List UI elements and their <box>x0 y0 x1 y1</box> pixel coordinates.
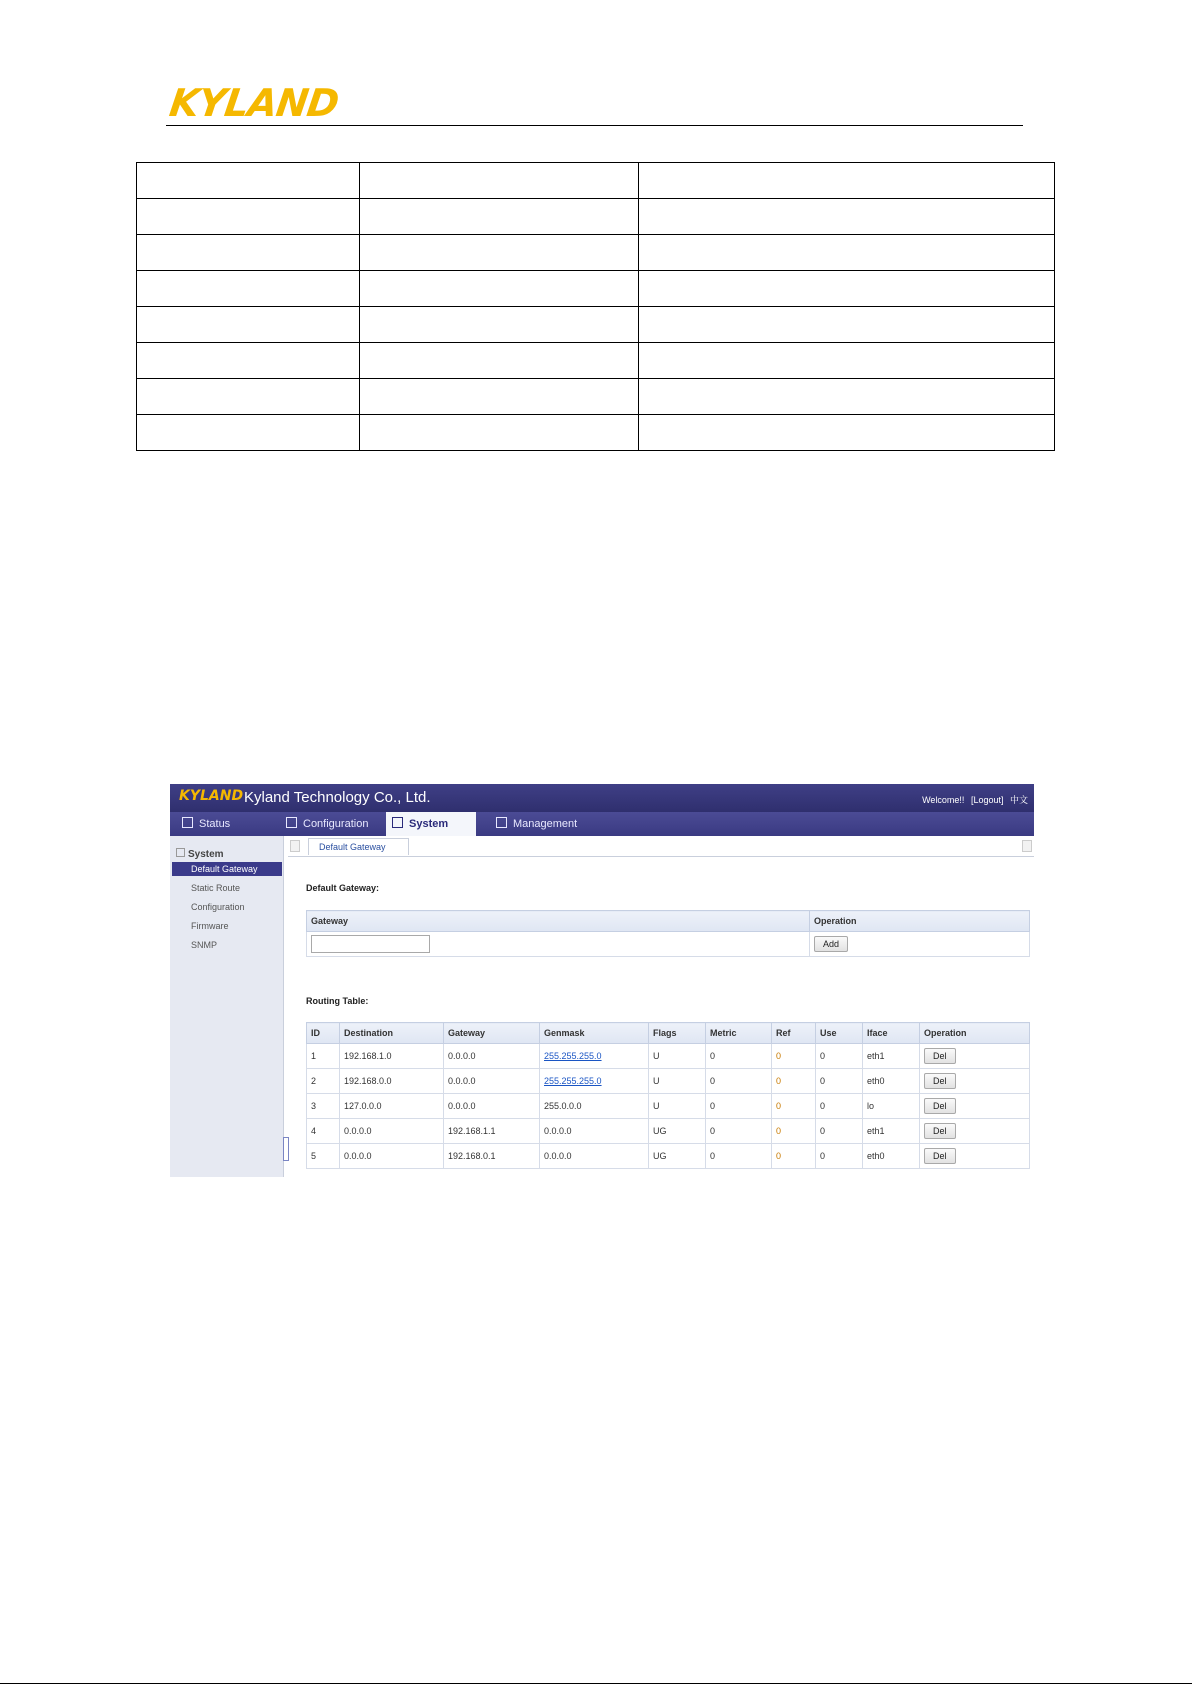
routing-cell-genmask: 0.0.0.0 <box>540 1119 649 1144</box>
routing-cell-id: 5 <box>307 1144 340 1169</box>
routing-table-title: Routing Table: <box>306 996 369 1006</box>
top-bar <box>170 784 1034 812</box>
sidebar-item-configuration[interactable]: Configuration <box>191 902 245 912</box>
delete-button[interactable]: Del <box>924 1148 956 1164</box>
nav-configuration[interactable] <box>286 812 376 836</box>
gateway-table <box>306 910 1030 957</box>
routing-header-id: ID <box>307 1023 340 1044</box>
routing-cell-flags: UG <box>649 1144 706 1169</box>
sidebar-item-snmp[interactable]: SNMP <box>191 940 218 950</box>
routing-cell-destination: 127.0.0.0 <box>340 1094 444 1119</box>
nav-system-label: System <box>409 818 449 830</box>
routing-cell-id: 2 <box>307 1069 340 1094</box>
routing-header-genmask: Genmask <box>540 1023 649 1044</box>
delete-button[interactable]: Del <box>924 1098 956 1114</box>
routing-header-destination: Destination <box>340 1023 444 1044</box>
sidebar-item-static-route[interactable]: Static Route <box>191 883 241 893</box>
add-button[interactable]: Add <box>814 936 848 952</box>
routing-cell-metric: 0 <box>706 1044 772 1069</box>
table-row <box>307 1069 1030 1094</box>
routing-cell-flags: U <box>649 1094 706 1119</box>
empty-table-cell <box>639 235 1055 271</box>
empty-table-row <box>137 235 1055 271</box>
default-gateway-title: Default Gateway: <box>306 883 380 893</box>
empty-table-cell <box>137 235 360 271</box>
empty-table-cell <box>360 199 639 235</box>
empty-table-cell <box>360 235 639 271</box>
empty-table-cell <box>137 307 360 343</box>
empty-table-cell <box>360 307 639 343</box>
nav-management-label: Management <box>513 818 578 830</box>
empty-table-row <box>137 199 1055 235</box>
routing-cell-destination: 0.0.0.0 <box>340 1144 444 1169</box>
routing-cell-gateway: 0.0.0.0 <box>444 1094 540 1119</box>
routing-header-iface: Iface <box>863 1023 920 1044</box>
tab-strip <box>288 836 1034 857</box>
routing-cell-gateway: 192.168.1.1 <box>444 1119 540 1144</box>
routing-cell-genmask: 255.0.0.0 <box>540 1094 649 1119</box>
tab-scroll-left[interactable] <box>290 840 300 852</box>
tab-default-gateway[interactable]: Default Gateway <box>308 838 409 855</box>
empty-table-cell <box>360 271 639 307</box>
gateway-input[interactable] <box>311 935 430 953</box>
empty-table-cell <box>639 343 1055 379</box>
nav-system[interactable] <box>386 812 476 836</box>
routing-cell-flags: U <box>649 1069 706 1094</box>
sidebar-section-title[interactable]: System <box>176 848 224 860</box>
nav-status-label: Status <box>199 818 231 830</box>
empty-table-row <box>137 379 1055 415</box>
empty-table-cell <box>639 415 1055 451</box>
nav-configuration-label: Configuration <box>303 818 369 830</box>
routing-cell-operation <box>920 1069 1030 1094</box>
routing-cell-flags: UG <box>649 1119 706 1144</box>
sidebar-collapse-handle[interactable] <box>283 1137 289 1161</box>
empty-table-cell <box>360 163 639 199</box>
routing-cell-metric: 0 <box>706 1119 772 1144</box>
routing-cell-ref: 0 <box>772 1044 816 1069</box>
sidebar-item-default-gateway[interactable]: Default Gateway <box>172 862 282 876</box>
empty-table-row <box>137 271 1055 307</box>
web-ui-screenshot <box>170 784 1034 1177</box>
routing-cell-destination: 192.168.1.0 <box>340 1044 444 1069</box>
empty-table-cell <box>639 379 1055 415</box>
routing-cell-use: 0 <box>816 1144 863 1169</box>
collapse-icon <box>176 848 185 857</box>
routing-cell-iface: lo <box>863 1094 920 1119</box>
routing-cell-use: 0 <box>816 1069 863 1094</box>
routing-cell-iface: eth0 <box>863 1069 920 1094</box>
routing-cell-gateway: 192.168.0.1 <box>444 1144 540 1169</box>
user-area <box>918 793 1028 806</box>
routing-header-metric: Metric <box>706 1023 772 1044</box>
empty-table-cell <box>137 199 360 235</box>
empty-table-cell <box>137 163 360 199</box>
table-row <box>307 1119 1030 1144</box>
routing-cell-iface: eth0 <box>863 1144 920 1169</box>
empty-table-cell <box>360 343 639 379</box>
routing-table <box>306 1022 1030 1169</box>
routing-cell-genmask[interactable]: 255.255.255.0 <box>540 1069 649 1094</box>
empty-table-cell <box>639 307 1055 343</box>
configuration-icon <box>286 817 297 828</box>
routing-cell-genmask: 0.0.0.0 <box>540 1144 649 1169</box>
routing-header-ref: Ref <box>772 1023 816 1044</box>
routing-cell-metric: 0 <box>706 1069 772 1094</box>
operation-header: Operation <box>810 911 1030 932</box>
empty-table-row <box>137 307 1055 343</box>
sidebar <box>170 836 284 1177</box>
routing-cell-gateway: 0.0.0.0 <box>444 1044 540 1069</box>
management-icon <box>496 817 507 828</box>
empty-table-row <box>137 163 1055 199</box>
logout-link[interactable]: [Logout] <box>970 795 1004 805</box>
kyland-logo: KYLAND <box>166 81 342 125</box>
empty-table-cell <box>137 271 360 307</box>
nav-status[interactable] <box>180 812 272 836</box>
routing-cell-ref: 0 <box>772 1144 816 1169</box>
routing-cell-id: 4 <box>307 1119 340 1144</box>
routing-cell-gateway: 0.0.0.0 <box>444 1069 540 1094</box>
routing-cell-ref: 0 <box>772 1094 816 1119</box>
routing-cell-id: 1 <box>307 1044 340 1069</box>
empty-table-cell <box>639 163 1055 199</box>
table-row <box>307 1044 1030 1069</box>
routing-cell-genmask[interactable]: 255.255.255.0 <box>540 1044 649 1069</box>
delete-button[interactable]: Del <box>924 1073 956 1089</box>
empty-table-cell <box>639 199 1055 235</box>
routing-cell-metric: 0 <box>706 1094 772 1119</box>
brand-logo: KYLAND <box>179 788 244 804</box>
routing-cell-use: 0 <box>816 1094 863 1119</box>
tab-scroll-right[interactable] <box>1022 840 1032 852</box>
routing-cell-operation <box>920 1094 1030 1119</box>
routing-header-use: Use <box>816 1023 863 1044</box>
status-icon <box>182 817 193 828</box>
nav-management[interactable] <box>496 812 596 836</box>
empty-table-cell <box>137 379 360 415</box>
footer-rule <box>0 1683 1192 1684</box>
routing-cell-ref: 0 <box>772 1119 816 1144</box>
routing-cell-destination: 192.168.0.0 <box>340 1069 444 1094</box>
empty-table-cell <box>639 271 1055 307</box>
routing-cell-operation <box>920 1119 1030 1144</box>
empty-table-cell <box>360 379 639 415</box>
delete-button[interactable]: Del <box>924 1048 956 1064</box>
delete-button[interactable]: Del <box>924 1123 956 1139</box>
routing-cell-use: 0 <box>816 1119 863 1144</box>
gateway-header: Gateway <box>307 911 810 932</box>
empty-table-cell <box>137 343 360 379</box>
language-link[interactable]: 中文 <box>1009 795 1028 805</box>
main-nav <box>170 812 1034 836</box>
routing-cell-id: 3 <box>307 1094 340 1119</box>
routing-cell-metric: 0 <box>706 1144 772 1169</box>
routing-cell-iface: eth1 <box>863 1044 920 1069</box>
empty-table-cell <box>360 415 639 451</box>
company-name: Kyland Technology Co., Ltd. <box>244 789 431 806</box>
sidebar-item-firmware[interactable]: Firmware <box>191 921 229 931</box>
routing-cell-use: 0 <box>816 1044 863 1069</box>
routing-cell-flags: U <box>649 1044 706 1069</box>
empty-document-table <box>136 162 1055 451</box>
routing-header-gateway: Gateway <box>444 1023 540 1044</box>
routing-cell-operation <box>920 1044 1030 1069</box>
welcome-text: Welcome!! <box>922 795 965 805</box>
routing-cell-destination: 0.0.0.0 <box>340 1119 444 1144</box>
routing-header-flags: Flags <box>649 1023 706 1044</box>
home-icon <box>392 817 403 828</box>
table-row <box>307 1144 1030 1169</box>
empty-table-row <box>137 415 1055 451</box>
table-row <box>307 1094 1030 1119</box>
routing-cell-ref: 0 <box>772 1069 816 1094</box>
empty-table-row <box>137 343 1055 379</box>
routing-cell-operation <box>920 1144 1030 1169</box>
empty-table-cell <box>137 415 360 451</box>
header-rule <box>166 125 1023 126</box>
routing-cell-iface: eth1 <box>863 1119 920 1144</box>
routing-header-operation: Operation <box>920 1023 1030 1044</box>
